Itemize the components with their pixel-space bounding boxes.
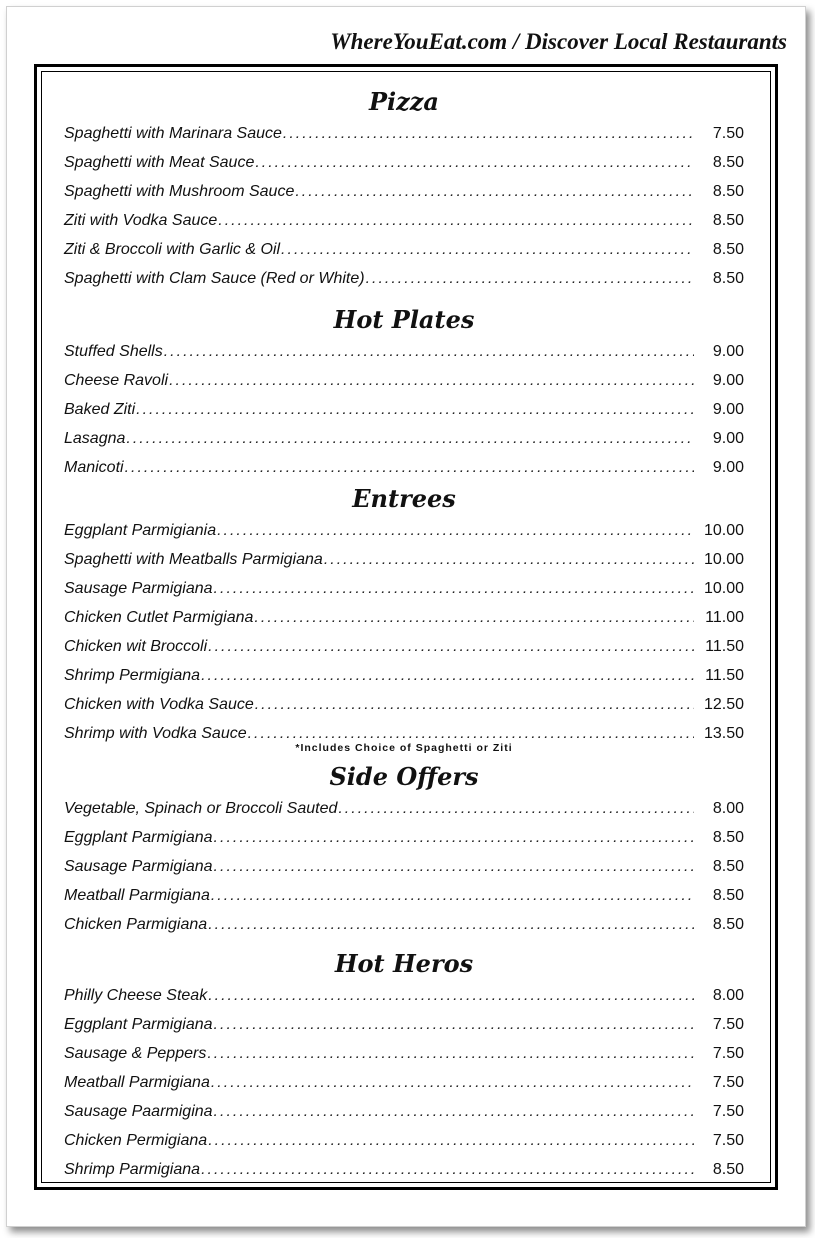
dot-leader — [254, 603, 694, 632]
menu-item-name: Shrimp Parmigiana — [64, 1161, 201, 1178]
menu-item-name: Chicken Cutlet Parmigiana — [64, 609, 254, 626]
section-title: Hot Plates — [333, 305, 475, 334]
site-header: WhereYouEat.com / Discover Local Restaurants — [330, 29, 787, 54]
menu-item-price: 10.00 — [703, 580, 744, 597]
menu-item-name: Manicoti — [64, 459, 124, 476]
dot-leader — [283, 119, 694, 148]
menu-item — [64, 1010, 744, 1039]
section-note: *Includes Choice of Spaghetti or Ziti — [295, 742, 513, 754]
menu-item-price: 7.50 — [712, 125, 744, 142]
dot-leader — [201, 661, 694, 690]
menu-item — [64, 852, 744, 881]
section-title: Hot Heros — [334, 949, 474, 978]
menu-item-price: 12.50 — [703, 696, 744, 713]
dot-leader — [255, 690, 694, 719]
dot-leader — [214, 852, 694, 881]
menu-section — [64, 482, 744, 756]
menu-item — [64, 366, 744, 395]
menu-item — [64, 119, 744, 148]
menu-item-name: Spaghetti with Meatballs Parmigiana — [64, 551, 323, 568]
menu-item-price: 8.50 — [712, 241, 744, 258]
dot-leader — [169, 366, 694, 395]
menu-item-name: Cheese Ravoli — [64, 372, 169, 389]
menu-item-price: 8.50 — [712, 887, 744, 904]
menu-item — [64, 574, 744, 603]
menu-item-price: 11.50 — [705, 667, 744, 684]
menu-item-name: Ziti with Vodka Sauce — [64, 212, 218, 229]
menu-frame — [34, 64, 778, 1190]
menu-item-price: 7.50 — [712, 1045, 744, 1062]
menu-item-name: Spaghetti with Mushroom Sauce — [64, 183, 295, 200]
menu-item — [64, 395, 744, 424]
menu-item-price: 9.00 — [712, 459, 744, 476]
menu-item-price: 8.50 — [712, 858, 744, 875]
menu-item-price: 8.50 — [712, 1161, 744, 1178]
dot-leader — [126, 424, 694, 453]
dot-leader — [214, 823, 694, 852]
dot-leader — [208, 632, 694, 661]
menu-item — [64, 453, 744, 482]
menu-item — [64, 690, 744, 719]
menu-item — [64, 235, 744, 264]
menu-item-name: Shrimp with Vodka Sauce — [64, 725, 247, 742]
menu-item-price: 8.50 — [712, 916, 744, 933]
menu-item-name: Ziti & Broccoli with Garlic & Oil — [64, 241, 281, 258]
dot-leader — [217, 516, 694, 545]
menu-item-price: 10.00 — [703, 551, 744, 568]
dot-leader — [164, 337, 694, 366]
menu-item-name: Vegetable, Spinach or Broccoli Sauted — [64, 800, 338, 817]
menu-item-name: Chicken Permigiana — [64, 1132, 208, 1149]
menu-item — [64, 337, 744, 366]
menu-item-price: 9.00 — [712, 430, 744, 447]
menu-item-name: Chicken wit Broccoli — [64, 638, 208, 655]
menu-content — [64, 85, 744, 1184]
menu-item — [64, 1068, 744, 1097]
menu-item-price: 8.50 — [712, 829, 744, 846]
menu-item-price: 8.50 — [712, 154, 744, 171]
menu-item — [64, 148, 744, 177]
dot-leader — [201, 1155, 694, 1184]
menu-item — [64, 661, 744, 690]
menu-item — [64, 264, 744, 293]
dot-leader — [324, 545, 694, 574]
dot-leader — [125, 453, 694, 482]
dot-leader — [295, 177, 694, 206]
menu-item-name: Stuffed Shells — [64, 343, 163, 360]
menu-item — [64, 910, 744, 939]
menu-item — [64, 516, 744, 545]
menu-item-price: 9.00 — [712, 372, 744, 389]
menu-item-name: Meatball Parmigiana — [64, 1074, 210, 1091]
section-title: Side Offers — [329, 762, 479, 791]
menu-section — [64, 303, 744, 482]
menu-item-price: 11.00 — [705, 609, 744, 626]
menu-item-name: Lasagna — [64, 430, 126, 447]
menu-item — [64, 823, 744, 852]
menu-item — [64, 424, 744, 453]
menu-item — [64, 1097, 744, 1126]
dot-leader — [208, 1126, 694, 1155]
menu-item — [64, 206, 744, 235]
menu-item-name: Baked Ziti — [64, 401, 136, 418]
dot-leader — [255, 148, 694, 177]
menu-item — [64, 1126, 744, 1155]
dot-leader — [214, 1097, 694, 1126]
menu-item-price: 7.50 — [712, 1132, 744, 1149]
menu-section — [64, 85, 744, 293]
menu-item-name: Spaghetti with Marinara Sauce — [64, 125, 282, 142]
menu-item-price: 7.50 — [712, 1016, 744, 1033]
dot-leader — [338, 794, 694, 823]
menu-item-name: Chicken Parmigiana — [64, 916, 208, 933]
menu-item-name: Spaghetti with Clam Sauce (Red or White) — [64, 270, 365, 287]
menu-item — [64, 794, 744, 823]
menu-item-name: Chicken with Vodka Sauce — [64, 696, 254, 713]
dot-leader — [211, 881, 694, 910]
menu-item-name: Sausage Paarmigina — [64, 1103, 213, 1120]
menu-item — [64, 881, 744, 910]
menu-item — [64, 981, 744, 1010]
menu-section — [64, 947, 744, 1184]
menu-item-price: 8.50 — [712, 270, 744, 287]
dot-leader — [366, 264, 694, 293]
dot-leader — [208, 981, 694, 1010]
menu-item-price: 10.00 — [703, 522, 744, 539]
menu-item — [64, 632, 744, 661]
menu-item-name: Sausage & Peppers — [64, 1045, 207, 1062]
menu-item — [64, 603, 744, 632]
menu-item-name: Shrimp Permigiana — [64, 667, 201, 684]
section-title: Entrees — [352, 484, 456, 513]
menu-section — [64, 760, 744, 939]
dot-leader — [214, 1010, 694, 1039]
menu-item-name: Sausage Parmigiana — [64, 858, 213, 875]
menu-item — [64, 177, 744, 206]
menu-item-price: 8.00 — [712, 987, 744, 1004]
menu-item-price: 13.50 — [703, 725, 744, 742]
menu-item-name: Spaghetti with Meat Sauce — [64, 154, 255, 171]
menu-item-name: Eggplant Parmigiania — [64, 522, 217, 539]
menu-item-price: 8.50 — [712, 183, 744, 200]
menu-item-price: 11.50 — [705, 638, 744, 655]
dot-leader — [211, 1068, 694, 1097]
menu-item-price: 8.00 — [712, 800, 744, 817]
menu-item — [64, 1155, 744, 1184]
dot-leader — [208, 910, 694, 939]
section-title: Pizza — [369, 87, 439, 116]
menu-item-name: Eggplant Parmigiana — [64, 1016, 213, 1033]
menu-item-price: 9.00 — [712, 401, 744, 418]
menu-item-price: 7.50 — [712, 1074, 744, 1091]
menu-page — [6, 6, 806, 1227]
dot-leader — [136, 395, 694, 424]
menu-item-price: 7.50 — [712, 1103, 744, 1120]
menu-item-price: 8.50 — [712, 212, 744, 229]
dot-leader — [281, 235, 694, 264]
dot-leader — [214, 574, 694, 603]
menu-item-name: Philly Cheese Steak — [64, 987, 208, 1004]
dot-leader — [207, 1039, 694, 1068]
menu-item — [64, 1039, 744, 1068]
menu-item-name: Sausage Parmigiana — [64, 580, 213, 597]
menu-item-price: 9.00 — [712, 343, 744, 360]
dot-leader — [218, 206, 694, 235]
menu-item-name: Eggplant Parmigiana — [64, 829, 213, 846]
menu-item-name: Meatball Parmigiana — [64, 887, 210, 904]
menu-item — [64, 545, 744, 574]
